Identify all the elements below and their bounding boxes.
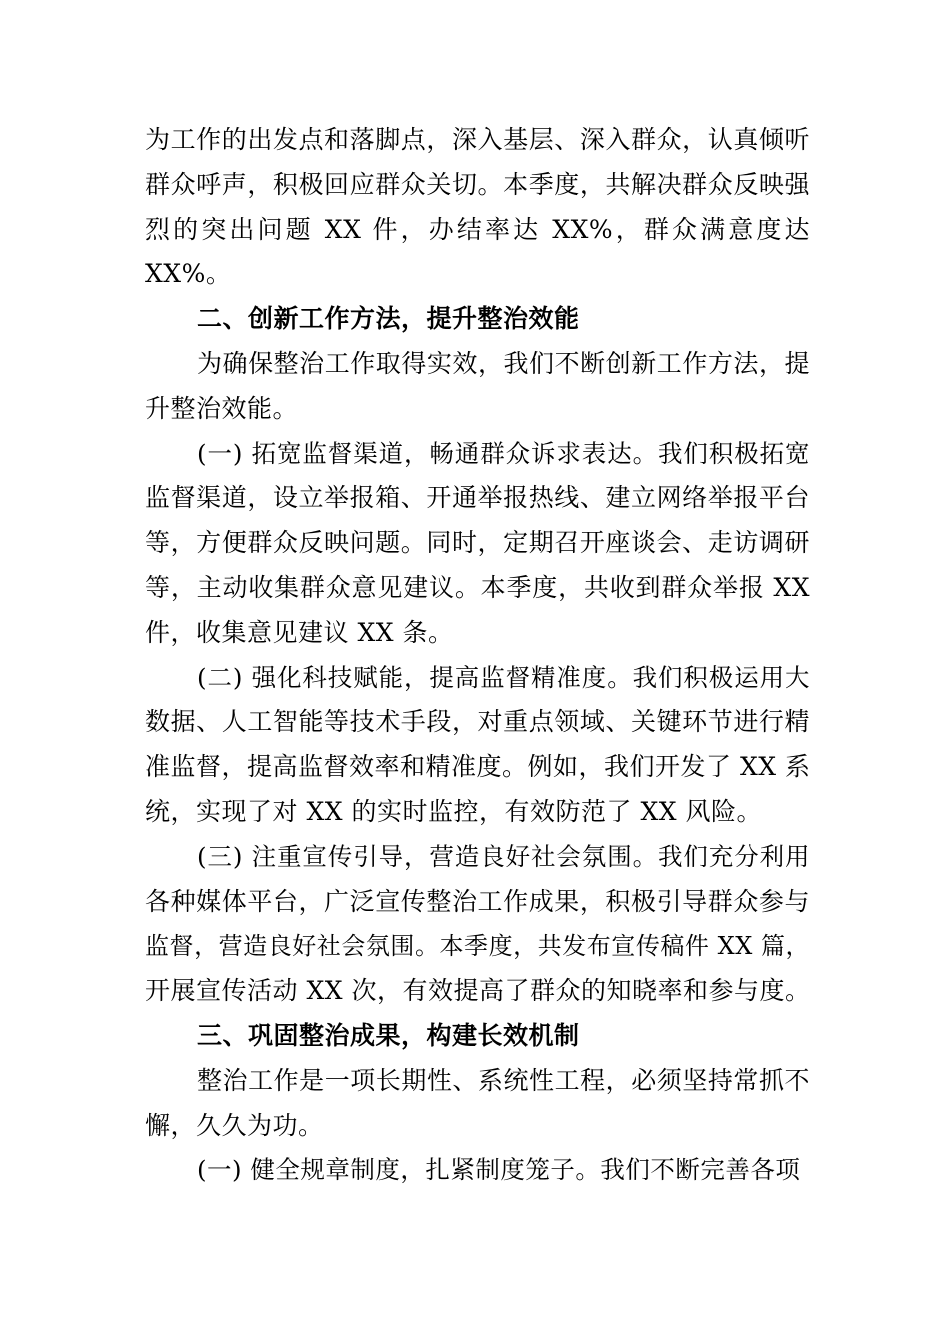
body-line: XX%。 xyxy=(145,259,232,289)
body-line: 开展宣传活动 XX 次，有效提高了群众的知晓率和参与度。 xyxy=(145,976,811,1006)
body-line: 件，收集意见建议 XX 条。 xyxy=(145,617,454,647)
subsection-line: (一) 健全规章制度，扎紧制度笼子。我们不断完善各项 xyxy=(197,1155,801,1185)
body-line: 为确保整治工作取得实效，我们不断创新工作方法，提 xyxy=(197,348,810,378)
body-line: 升整治效能。 xyxy=(145,393,299,423)
body-line: 群众呼声，积极回应群众关切。本季度，共解决群众反映强 xyxy=(145,169,810,199)
body-line: 烈的突出问题 XX 件，办结率达 XX%，群众满意度达 xyxy=(145,214,810,244)
body-line: 懈，久久为功。 xyxy=(145,1110,324,1140)
document-page xyxy=(145,118,810,1193)
subsection-line: (三) 注重宣传引导，营造良好社会氛围。我们充分利用 xyxy=(197,841,810,871)
body-line: 监督渠道，设立举报箱、开通举报热线、建立网络举报平台 xyxy=(145,483,810,513)
body-line: 准监督，提高监督效率和精准度。例如，我们开发了 XX 系 xyxy=(145,752,811,782)
body-line: 监督，营造良好社会氛围。本季度，共发布宣传稿件 XX 篇， xyxy=(145,932,810,961)
section-heading-3: 三、巩固整治成果，构建长效机制 xyxy=(197,1020,580,1050)
body-line: 等，方便群众反映问题。同时，定期召开座谈会、走访调研 xyxy=(145,528,810,558)
subsection-line: (二) 强化科技赋能，提高监督精准度。我们积极运用大 xyxy=(197,662,810,692)
body-line: 各种媒体平台，广泛宣传整治工作成果，积极引导群众参与 xyxy=(145,886,810,916)
body-line: 等，主动收集群众意见建议。本季度，共收到群众举报 XX xyxy=(145,572,810,602)
section-heading-2: 二、创新工作方法，提升整治效能 xyxy=(197,304,580,334)
body-line: 整治工作是一项长期性、系统性工程，必须坚持常抓不 xyxy=(197,1065,810,1095)
body-line: 统，实现了对 XX 的实时监控，有效防范了 XX 风险。 xyxy=(145,796,762,826)
body-line: 为工作的出发点和落脚点，深入基层、深入群众，认真倾听 xyxy=(145,125,810,154)
subsection-line: (一) 拓宽监督渠道，畅通群众诉求表达。我们积极拓宽 xyxy=(197,438,810,468)
body-line: 数据、人工智能等技术手段，对重点领域、关键环节进行精 xyxy=(145,707,810,737)
